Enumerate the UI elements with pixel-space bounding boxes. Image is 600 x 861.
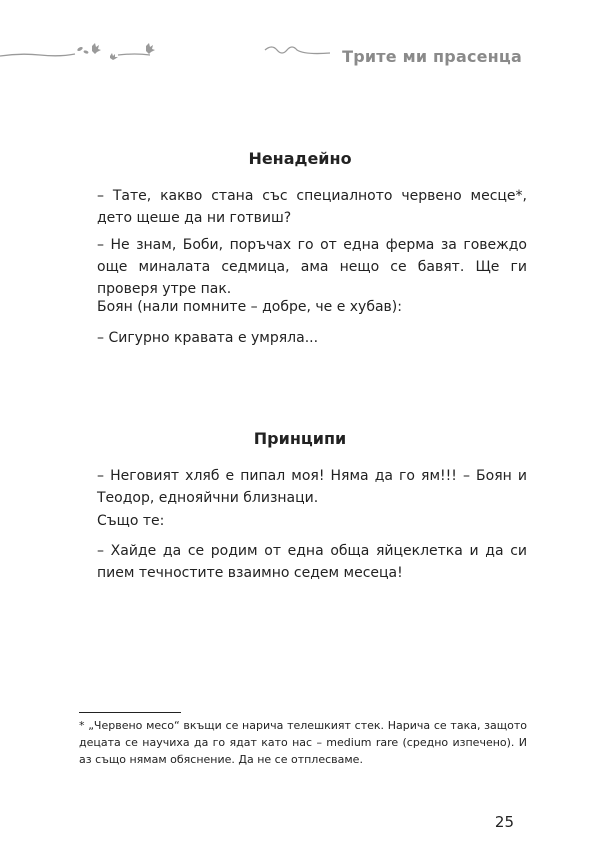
paragraph: – Тате, какво стана със специалното червено месце*, дето щеше да ни готвиш? [97,188,527,226]
section-title: Ненадейно [248,149,352,168]
paragraph: Също те: [97,513,165,529]
paragraph: Боян (нали помните – добре, че е хубав): [97,299,402,315]
footnote: * „Червено месо“ вкъщи се нарича телешкият стек. Нарича се така, защото децата се научиха да го ядат като нас – medium rare (средно изпечено). И аз също нямам обяснение. Да не се отплесваме. [79,719,527,766]
section-title: Принципи [253,429,347,448]
footnote-divider [79,712,181,713]
page-number: 25 [494,813,514,831]
paragraph: – Неговият хляб е пипал моя! Няма да го ям!!! – Боян и Теодор, еднояйчни близнаци. [97,468,527,506]
paragraph: – Хайде да се родим от една обща яйцеклетка и да си пием течностите взаимно седем месеца! [97,543,527,581]
paragraph: – Не знам, Боби, поръчах го от една ферма за говеждо още миналата седмица, ама нещо се бавят. Ще ги проверя утре пак. [97,237,527,297]
running-title: Трите ми прасенца [342,47,522,66]
paragraph: – Сигурно кравата е умряла... [97,330,319,346]
page-header [0,36,600,72]
